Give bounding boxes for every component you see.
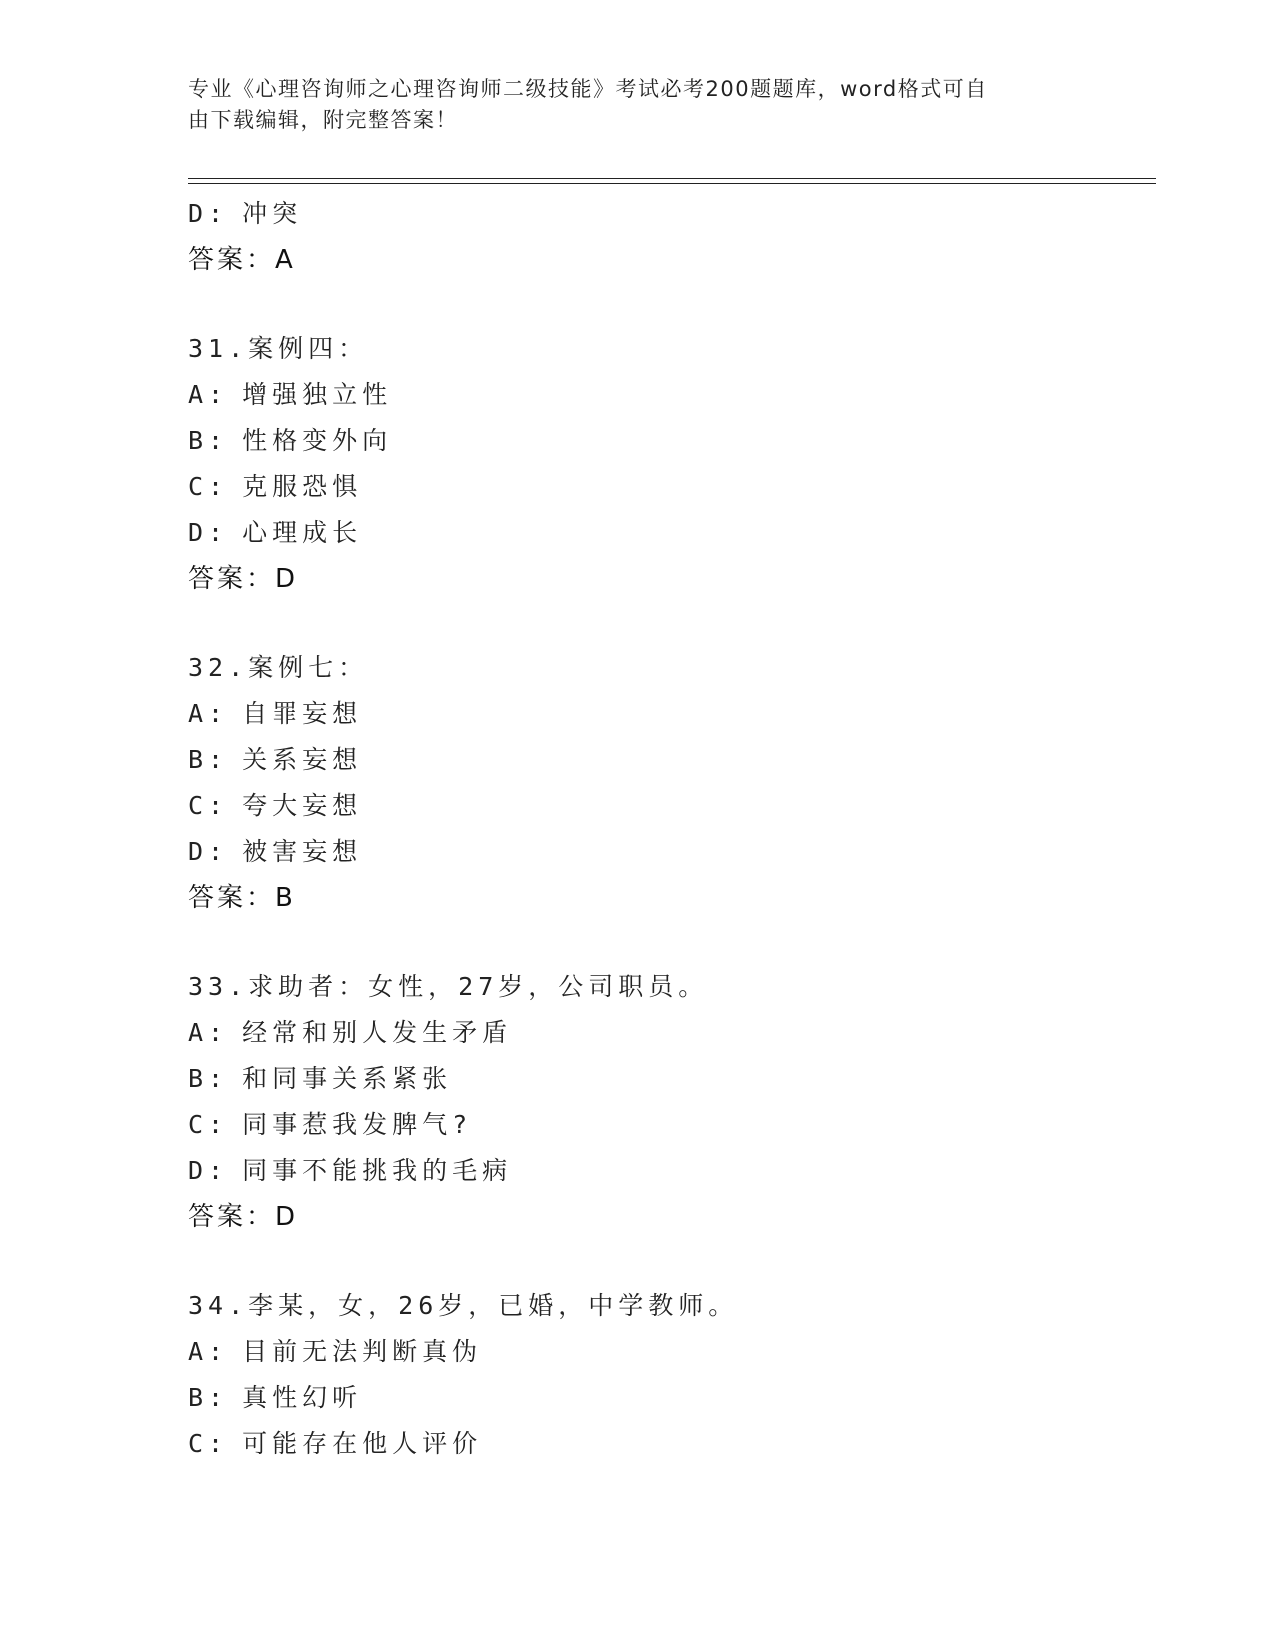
option-letter: C: (188, 791, 229, 820)
option-text: 心理成长 (242, 518, 363, 547)
answer-option (188, 372, 1148, 418)
answer-option (188, 1375, 1148, 1421)
question-title: 31.案例四： (188, 334, 369, 363)
question-title: 34.李某，女，26岁，已婚，中学教师。 (188, 1291, 739, 1320)
answer-option (188, 510, 1148, 556)
question-title: 32.案例七： (188, 653, 369, 682)
answer-key: 答案：D (188, 564, 299, 594)
answer-option (188, 1148, 1148, 1194)
header-divider-bottom (188, 183, 1156, 184)
option-text: 可能存在他人评价 (242, 1429, 483, 1458)
option-text: 自罪妄想 (242, 699, 363, 728)
option-text: 经常和别人发生矛盾 (242, 1018, 513, 1047)
option-text: 目前无法判断真伪 (242, 1337, 483, 1366)
answer-option (188, 783, 1148, 829)
answer-option (188, 737, 1148, 783)
option-letter: D: (188, 518, 229, 547)
option-text: 增强独立性 (242, 380, 393, 409)
answer-option (188, 1421, 1148, 1467)
option-text: 关系妄想 (242, 745, 363, 774)
option-letter: B: (188, 1383, 229, 1412)
question-list (188, 191, 1148, 1467)
option-letter: A: (188, 380, 229, 409)
option-text: 克服恐惧 (242, 472, 363, 501)
answer-option (188, 829, 1148, 875)
option-letter: C: (188, 1110, 229, 1139)
option-letter: A: (188, 1018, 229, 1047)
option-letter: A: (188, 1337, 229, 1366)
answer-option (188, 1056, 1148, 1102)
option-letter: D: (188, 837, 229, 866)
answer-option (188, 191, 1148, 237)
block-spacer (188, 283, 1148, 326)
answer-key: 答案：A (188, 245, 296, 275)
document-header (188, 74, 1068, 136)
block-spacer (188, 602, 1148, 645)
answer-option (188, 1329, 1148, 1375)
answer-option (188, 464, 1148, 510)
answer-option (188, 1102, 1148, 1148)
header-line-1: 专业《心理咨询师之心理咨询师二级技能》考试必考200题题库，word格式可自 (188, 77, 988, 101)
answer-option (188, 418, 1148, 464)
option-letter: A: (188, 699, 229, 728)
option-text: 性格变外向 (242, 426, 393, 455)
block-spacer (188, 1240, 1148, 1283)
block-spacer (188, 921, 1148, 964)
question-title: 33.求助者：女性，27岁，公司职员。 (188, 972, 709, 1001)
header-line-2: 由下载编辑，附完整答案！ (188, 108, 458, 132)
option-text: 冲突 (242, 199, 303, 228)
answer-key: 答案：B (188, 883, 296, 913)
option-text: 和同事关系紧张 (242, 1064, 453, 1093)
option-letter: D: (188, 199, 229, 228)
option-letter: B: (188, 426, 229, 455)
option-letter: B: (188, 1064, 229, 1093)
header-divider-top (188, 178, 1156, 179)
option-text: 夸大妄想 (242, 791, 363, 820)
answer-option (188, 1010, 1148, 1056)
option-text: 真性幻听 (242, 1383, 363, 1412)
option-letter: D: (188, 1156, 229, 1185)
option-text: 被害妄想 (242, 837, 363, 866)
answer-option (188, 691, 1148, 737)
option-letter: B: (188, 745, 229, 774)
option-letter: C: (188, 472, 229, 501)
option-letter: C: (188, 1429, 229, 1458)
option-text: 同事不能挑我的毛病 (242, 1156, 513, 1185)
answer-key: 答案：D (188, 1202, 299, 1232)
option-text: 同事惹我发脾气? (242, 1110, 473, 1139)
